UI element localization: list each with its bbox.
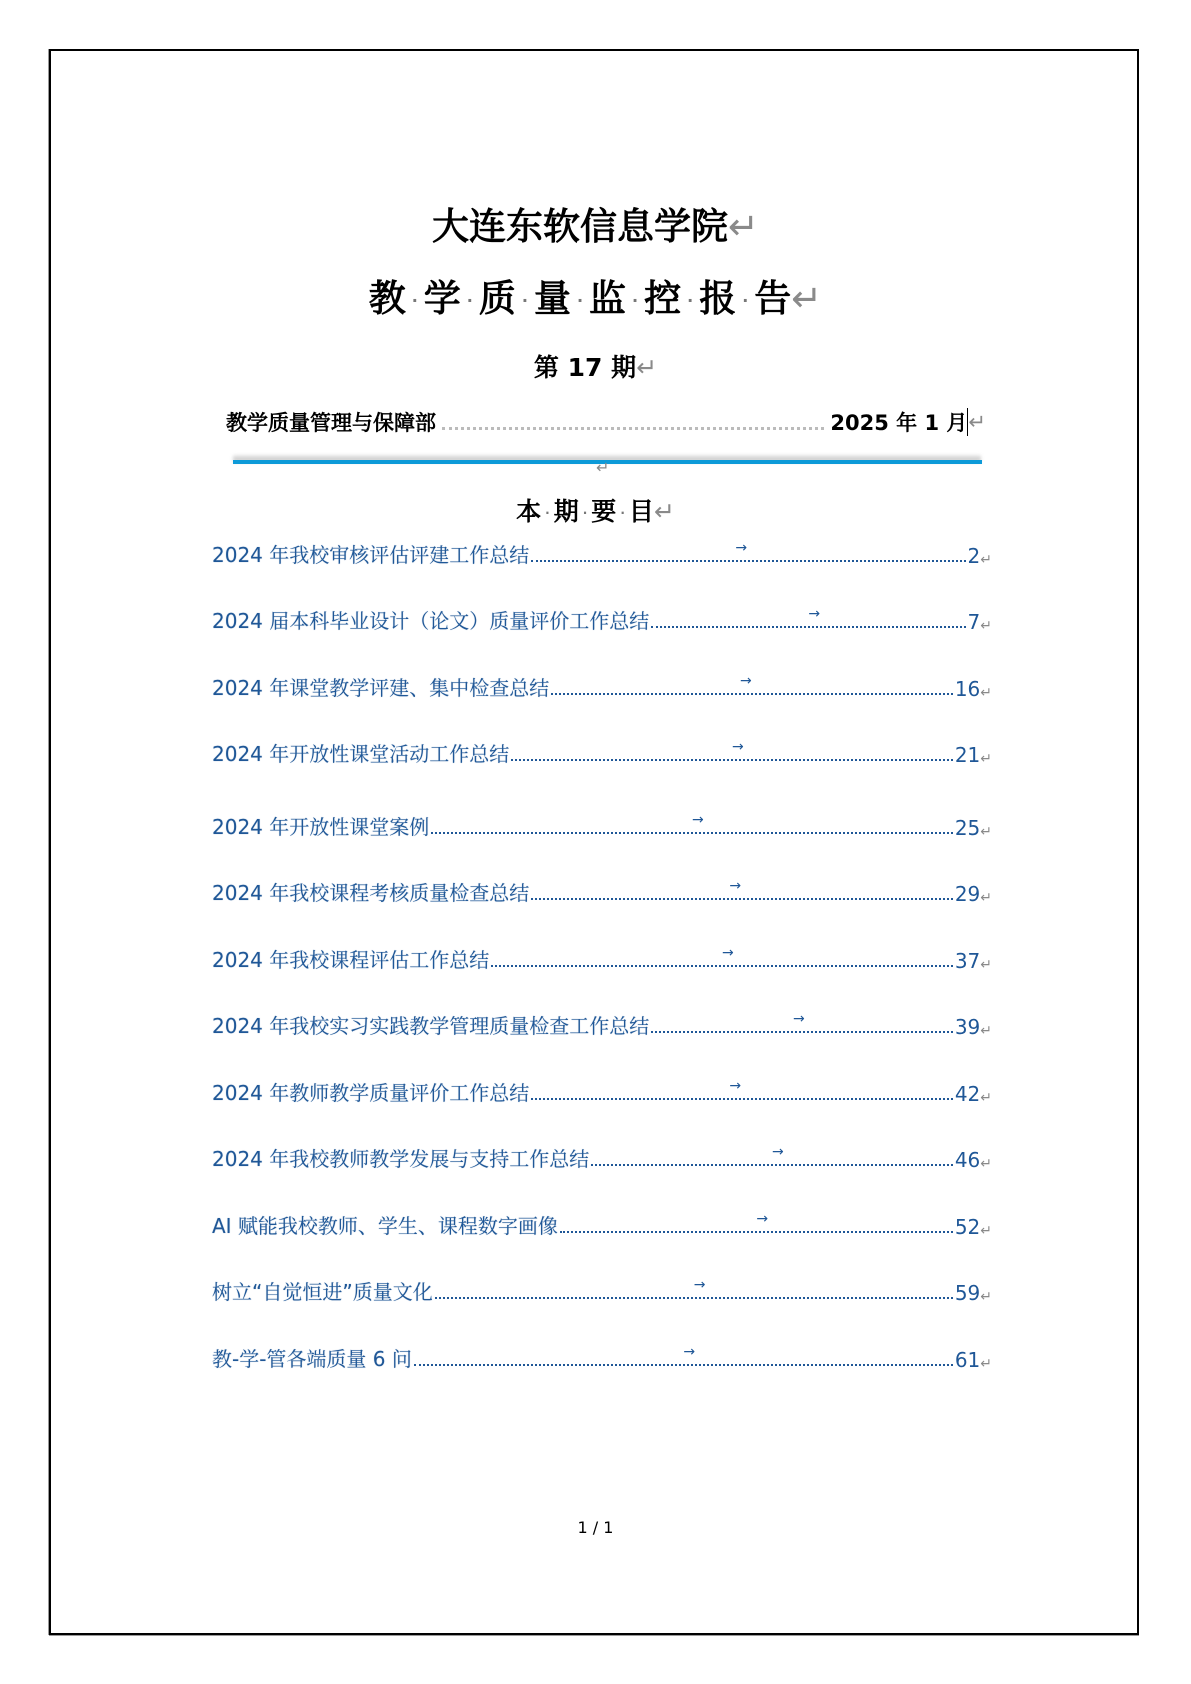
title-char: 质 [478, 277, 516, 320]
toc-entry[interactable] [212, 1142, 992, 1172]
toc-entry[interactable] [212, 876, 992, 906]
toc-entry-page[interactable]: 46 [954, 1148, 981, 1172]
toc-entry-page[interactable]: 37 [954, 949, 981, 973]
title-char: 本 [516, 497, 542, 526]
space-mark-dot: · [632, 291, 639, 310]
toc-entry-title[interactable]: 2024 年教师教学质量评价工作总结 [212, 1081, 530, 1105]
toc-entry-title[interactable]: 教-学-管各端质量 6 问 [212, 1347, 412, 1371]
toc-entry-page[interactable]: 52 [954, 1215, 981, 1239]
toc-entry-page[interactable]: 2 [967, 544, 981, 568]
tab-arrow-icon: → [693, 1277, 706, 1293]
toc-entry-title[interactable]: 2024 年课堂教学评建、集中检查总结 [212, 676, 550, 700]
paragraph-mark-icon: ↵ [791, 277, 823, 320]
tab-leader-dots [442, 415, 824, 430]
tab-arrow-icon: → [729, 1078, 742, 1094]
tab-leader-dots [591, 1144, 953, 1166]
paragraph-mark-icon: ↵ [980, 1023, 992, 1039]
space-mark-dot: · [687, 291, 694, 310]
toc-entry-page[interactable]: 25 [954, 816, 981, 840]
toc-entry-page[interactable]: 59 [954, 1281, 981, 1305]
paragraph-mark-icon: ↵ [980, 824, 992, 840]
tab-arrow-icon: → [729, 878, 742, 894]
paragraph-mark-icon: ↵ [980, 751, 992, 767]
paragraph-mark-icon: ↵ [980, 1223, 992, 1239]
space-mark-dot: · [582, 506, 588, 520]
toc-entry-page[interactable]: 7 [967, 610, 981, 634]
space-mark-dot: · [411, 291, 418, 310]
paragraph-mark-icon: ↵ [980, 1356, 992, 1372]
paragraph-mark-icon: ↵ [980, 685, 992, 701]
toc-entry-page[interactable]: 61 [954, 1348, 981, 1372]
tab-leader-dots [531, 540, 965, 562]
title-char: 学 [423, 277, 461, 320]
tab-leader-dots [560, 1211, 953, 1233]
toc-entry[interactable] [212, 737, 992, 767]
space-mark-dot: · [545, 506, 550, 520]
tab-arrow-icon: → [722, 945, 734, 961]
tab-leader-dots [431, 812, 953, 834]
toc-entry-page[interactable]: 29 [954, 882, 981, 906]
toc-entry-title[interactable]: 2024 年我校实习实践教学管理质量检查工作总结 [212, 1014, 650, 1038]
toc-entry-title[interactable]: 2024 年开放性课堂案例 [212, 815, 430, 839]
toc-entry-title[interactable]: 2024 年我校审核评估评建工作总结 [212, 543, 530, 567]
title-char: 告 [754, 277, 792, 320]
title-char: 期 [553, 497, 579, 526]
tab-leader-dots [651, 1011, 953, 1033]
toc-entry-title[interactable]: AI 赋能我校教师、学生、课程数字画像 [212, 1214, 558, 1238]
toc-entry[interactable] [212, 810, 992, 840]
tab-leader-dots [531, 878, 953, 900]
toc-entry[interactable] [212, 538, 992, 568]
toc-entry-title[interactable]: 2024 年我校课程考核质量检查总结 [212, 881, 530, 905]
space-mark-dot: · [521, 291, 528, 310]
toc-entry[interactable] [212, 604, 992, 634]
title-char: 监 [589, 277, 627, 320]
tab-arrow-icon: → [683, 1344, 696, 1360]
toc-entry[interactable] [212, 671, 992, 701]
toc-entry-title[interactable]: 2024 届本科毕业设计（论文）质量评价工作总结 [212, 609, 650, 633]
paragraph-mark-icon: ↵ [980, 890, 992, 906]
paragraph-mark-icon: ↵ [980, 552, 992, 568]
toc-entry-page[interactable]: 39 [954, 1015, 981, 1039]
tab-leader-dots [491, 945, 953, 967]
title-char: 量 [533, 277, 571, 320]
paragraph-mark-icon: ↵ [980, 1090, 992, 1106]
toc-heading [0, 492, 1191, 528]
tab-arrow-icon: → [735, 540, 748, 556]
paragraph-mark-icon: ↵ [980, 957, 992, 973]
paragraph-mark-icon: ↵ [636, 353, 658, 382]
title-char: 目 [628, 497, 654, 526]
paragraph-mark-icon: ↵ [727, 205, 759, 248]
tab-leader-dots [414, 1344, 953, 1366]
space-mark-dot: · [576, 291, 584, 310]
tab-arrow-icon: → [739, 673, 752, 689]
tab-arrow-icon: → [808, 606, 821, 622]
tab-arrow-icon: → [756, 1211, 769, 1227]
tab-leader-dots [651, 606, 965, 628]
title-char: 要 [591, 497, 617, 526]
space-mark-dot: · [742, 291, 749, 310]
toc-entry-page[interactable]: 42 [954, 1082, 981, 1106]
toc-entry-page[interactable]: 21 [954, 743, 981, 767]
toc-entry[interactable] [212, 1076, 992, 1106]
paragraph-mark-icon: ↵ [980, 1156, 992, 1172]
toc-entry-page[interactable]: 16 [954, 677, 981, 701]
toc-entry-title[interactable]: 树立“自觉恒进”质量文化 [212, 1280, 433, 1304]
department-date-row [226, 405, 986, 439]
toc-entry[interactable] [212, 1009, 992, 1039]
tab-arrow-icon: → [692, 812, 704, 828]
title-char: 教 [368, 277, 406, 320]
tab-arrow-icon: → [792, 1011, 805, 1027]
tab-arrow-icon: → [772, 1144, 784, 1160]
institution-title: 大连东软信息学院↵ [431, 205, 759, 248]
tab-leader-dots [435, 1277, 953, 1299]
space-mark-dot: · [620, 506, 625, 520]
space-mark-dot: · [466, 291, 473, 310]
title-char: 控 [644, 277, 682, 320]
tab-leader-dots [511, 739, 953, 761]
paragraph-mark-icon: ↵ [980, 618, 992, 634]
toc-entry-title[interactable]: 2024 年我校教师教学发展与支持工作总结 [212, 1147, 590, 1171]
toc-entry-title[interactable]: 2024 年开放性课堂活动工作总结 [212, 742, 510, 766]
toc-entry[interactable] [212, 1342, 992, 1372]
report-title [0, 268, 1191, 322]
paragraph-mark-icon: ↵ [980, 1289, 992, 1305]
report-date: 2025 年 1 月 [830, 411, 968, 435]
title-char: 报 [699, 277, 737, 320]
page-indicator: 1 / 1 [577, 1518, 614, 1537]
department-name: 教学质量管理与保障部 [226, 411, 436, 435]
toc-entry[interactable] [212, 1209, 992, 1239]
toc-entry-title[interactable]: 2024 年我校课程评估工作总结 [212, 948, 490, 972]
issue-number: 第 17 期↵ [533, 353, 658, 382]
toc-entry[interactable] [212, 1275, 992, 1305]
tab-leader-dots [551, 673, 953, 695]
tab-arrow-icon: → [732, 739, 744, 755]
toc-entry[interactable] [212, 943, 992, 973]
paragraph-mark-icon: ↵ [968, 410, 986, 434]
paragraph-mark-icon: ↵ [596, 458, 610, 477]
tab-leader-dots [531, 1078, 953, 1100]
paragraph-mark-icon: ↵ [653, 497, 675, 526]
